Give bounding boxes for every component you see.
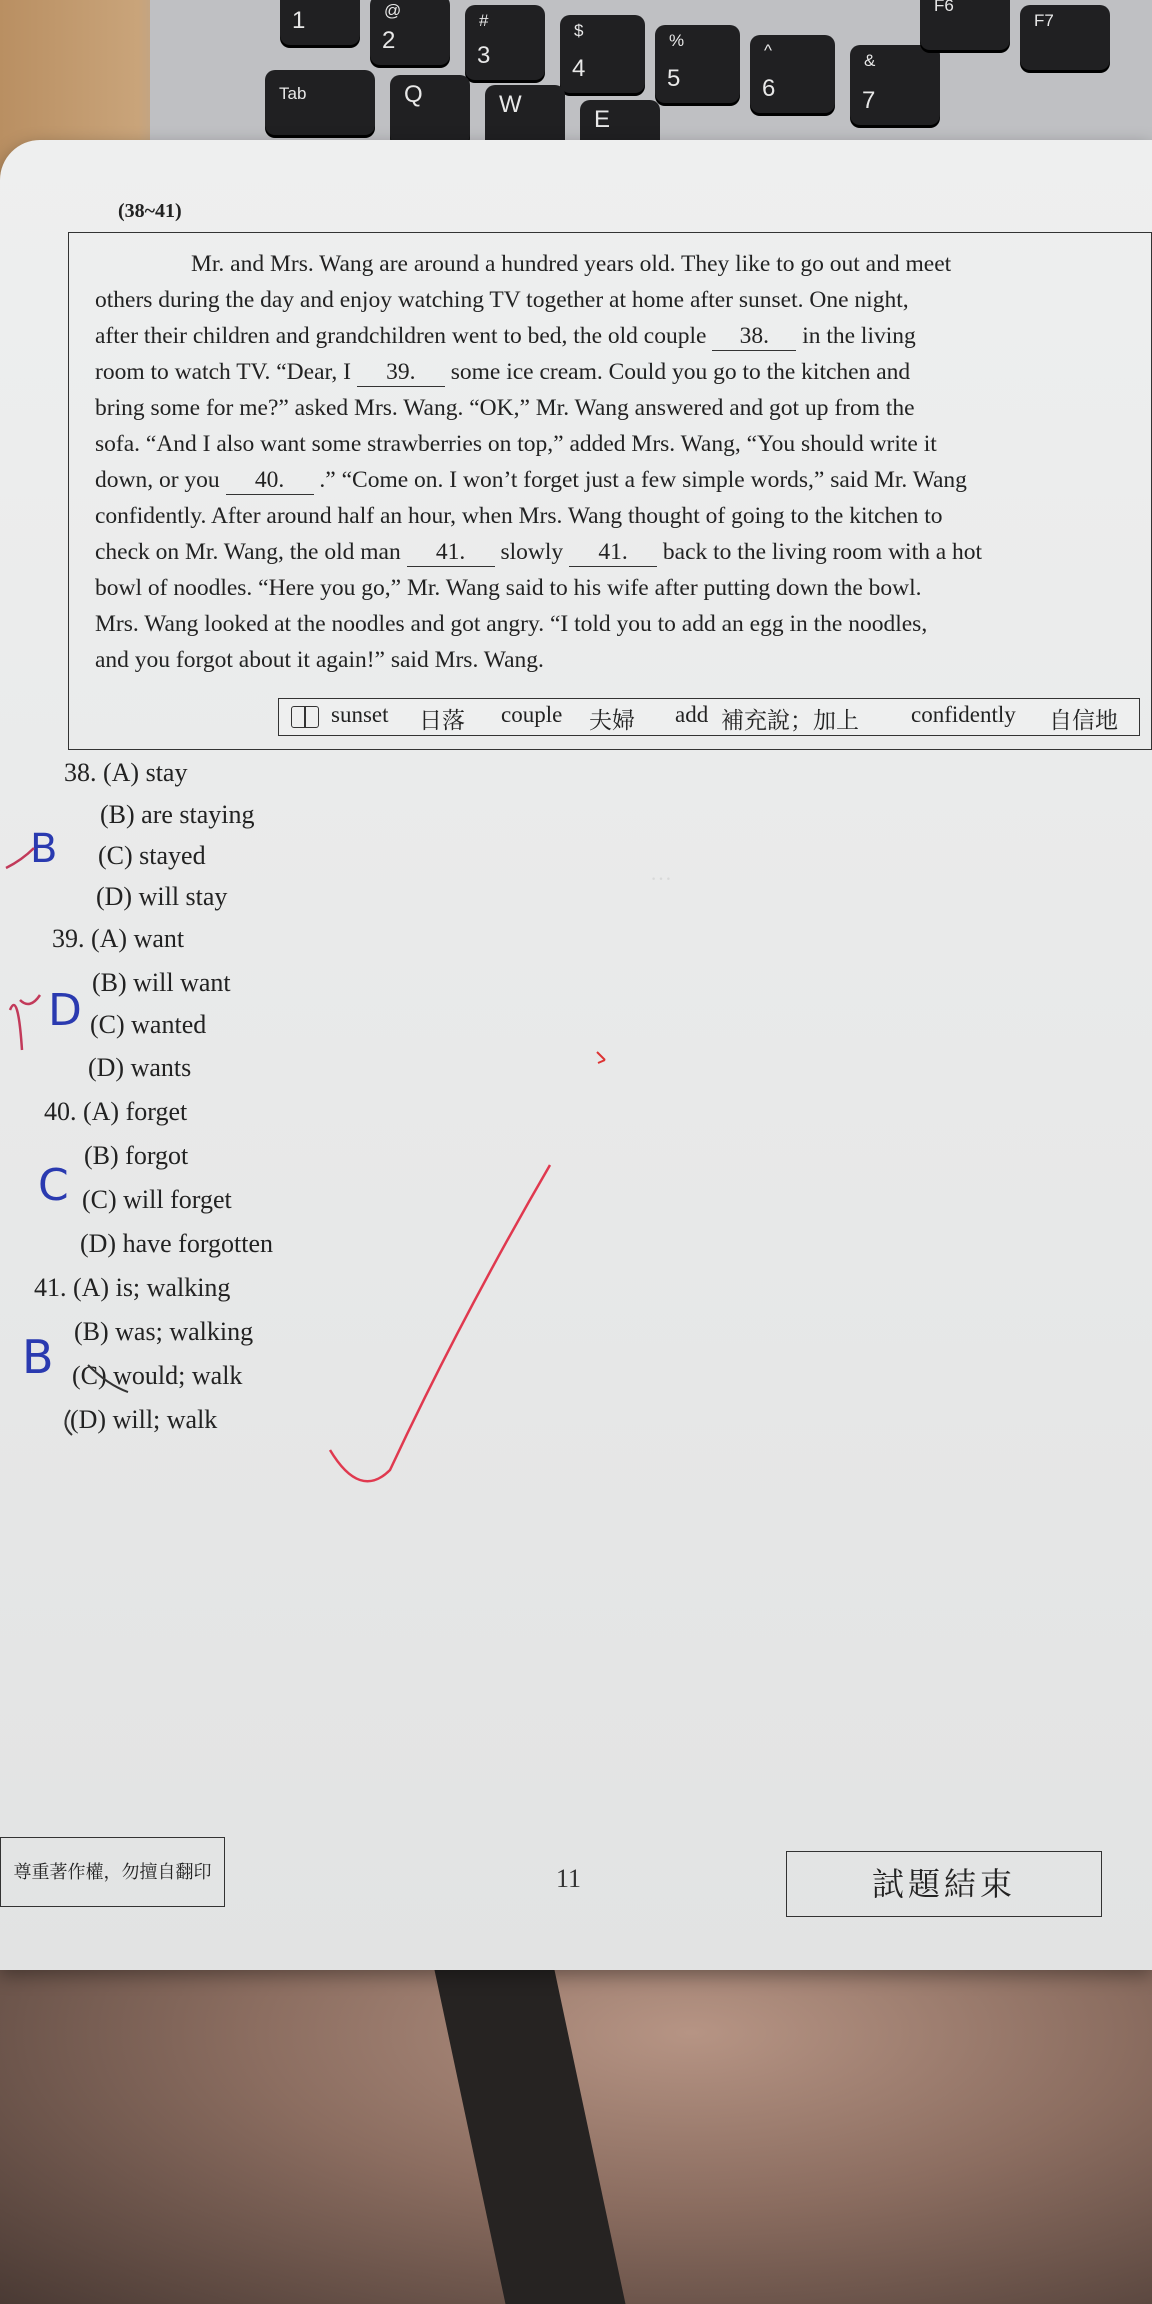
passage-line: sofa. “And I also want some strawberries on top,” added Mrs. Wang, “You should write it: [95, 431, 937, 457]
glossary-meaning: 自信地: [1049, 708, 1118, 733]
question-option: (D) will; walk: [70, 1405, 218, 1434]
handwritten-answer-38: B: [30, 826, 58, 872]
key-label: F6: [934, 0, 954, 15]
pencil-mark: [65, 1410, 72, 1435]
section-tag: (38~41): [118, 200, 182, 222]
blank-39: 39.: [357, 359, 445, 387]
passage-line: bring some for me?” asked Mrs. Wang. “OK,” Mr. Wang answered and got up from the: [95, 395, 915, 421]
passage-text: .” “Come on. I won’t forget just a few simple words,” said Mr. Wang: [319, 467, 967, 493]
question-option: (B) are staying: [100, 800, 255, 829]
key-label: 1: [292, 7, 306, 34]
question-number: 41.: [34, 1273, 67, 1302]
question-option: (B) forgot: [84, 1141, 189, 1170]
question-option: (A) forget: [83, 1097, 188, 1126]
glossary-word: confidently: [911, 702, 1016, 727]
red-small-mark: [597, 1052, 605, 1063]
blank-40: 40.: [226, 467, 314, 495]
page-number: 11: [556, 1864, 582, 1893]
passage-line: and you forgot about it again!” said Mrs. Wang.: [95, 647, 544, 673]
question-option: (D) wants: [88, 1053, 192, 1082]
passage-text: down, or you: [95, 467, 220, 493]
blank-38: 38.: [712, 323, 796, 351]
passage-line: bowl of noodles. “Here you go,” Mr. Wang said to his wife after putting down the bowl.: [95, 575, 922, 601]
bleed-through-text: …: [650, 860, 672, 885]
question-option: (D) will stay: [96, 882, 228, 911]
question-option: (C) wanted: [90, 1010, 207, 1039]
key-label: 6: [762, 75, 776, 102]
key-sub-label: %: [669, 31, 685, 50]
passage-line: Mrs. Wang looked at the noodles and got angry. “I told you to add an egg in the noodles,: [95, 611, 928, 637]
passage-text: in the living: [802, 323, 916, 349]
question-number: 40.: [44, 1097, 77, 1126]
key-label: F7: [1034, 11, 1054, 30]
key-sub-label: #: [479, 11, 489, 30]
key-label: 2: [382, 27, 396, 54]
key-label: Q: [404, 81, 423, 108]
key-label: Tab: [279, 84, 307, 103]
key-sub-label: ^: [764, 41, 772, 60]
passage-line: Mr. and Mrs. Wang are around a hundred years old. They like to go out and meet: [191, 251, 952, 277]
pencil-mark: [88, 1365, 128, 1392]
question-number: 39.: [52, 924, 85, 953]
key-label: 5: [667, 65, 681, 92]
handwritten-answer-41: B: [22, 1330, 54, 1384]
blank-41a: 41.: [407, 539, 495, 567]
glossary-meaning: 補充說；加上: [721, 708, 859, 733]
question-number: 38.: [64, 758, 97, 787]
red-wrong-mark: [10, 995, 40, 1050]
question-option: (B) will want: [92, 968, 231, 997]
key-label: E: [594, 106, 611, 133]
question-option: (C) would; walk: [72, 1361, 243, 1390]
passage-text: room to watch TV. “Dear, I: [95, 359, 351, 385]
key-label: 4: [572, 55, 586, 82]
copyright-notice: 尊重著作權，勿擅自翻印: [0, 1837, 225, 1907]
handwritten-answer-40: C: [38, 1160, 69, 1211]
key-label: W: [499, 91, 522, 118]
key-label: 7: [862, 87, 876, 114]
question-option: (D) have forgotten: [80, 1229, 274, 1258]
key-label: 3: [477, 42, 491, 69]
red-tick-mark: [6, 848, 34, 868]
red-check-mark: [330, 1165, 550, 1481]
passage-text: after their children and grandchildren went to bed, the old couple: [95, 323, 707, 349]
passage-line: confidently. After around half an hour, when Mrs. Wang thought of going to the kitchen to: [95, 503, 943, 529]
question-option: (C) stayed: [98, 841, 206, 870]
glossary-word: sunset: [331, 702, 389, 727]
passage-text: check on Mr. Wang, the old man: [95, 539, 401, 565]
glossary-word: couple: [501, 702, 563, 727]
passage-text: slowly: [500, 539, 564, 565]
question-option: (C) will forget: [82, 1185, 232, 1214]
blank-41b: 41.: [569, 539, 657, 567]
passage-line: others during the day and enjoy watching TV together at home after sunset. One night,: [95, 287, 909, 313]
glossary-word: add: [675, 702, 709, 727]
question-option: (B) was; walking: [74, 1317, 254, 1346]
glossary-meaning: 夫婦: [589, 708, 635, 733]
handwritten-answer-39: D: [48, 985, 82, 1036]
question-option: (A) stay: [103, 758, 188, 787]
question-option: (A) is; walking: [73, 1273, 231, 1302]
passage-text: some ice cream. Could you go to the kitchen and: [450, 359, 911, 385]
key-sub-label: $: [574, 21, 584, 40]
key-sub-label: @: [384, 1, 402, 20]
passage-text: back to the living room with a hot: [662, 539, 983, 565]
question-option: (A) want: [91, 924, 185, 953]
key-sub-label: &: [864, 51, 876, 70]
exam-end-label: 試題結束: [786, 1851, 1102, 1917]
glossary-meaning: 日落: [419, 708, 465, 733]
